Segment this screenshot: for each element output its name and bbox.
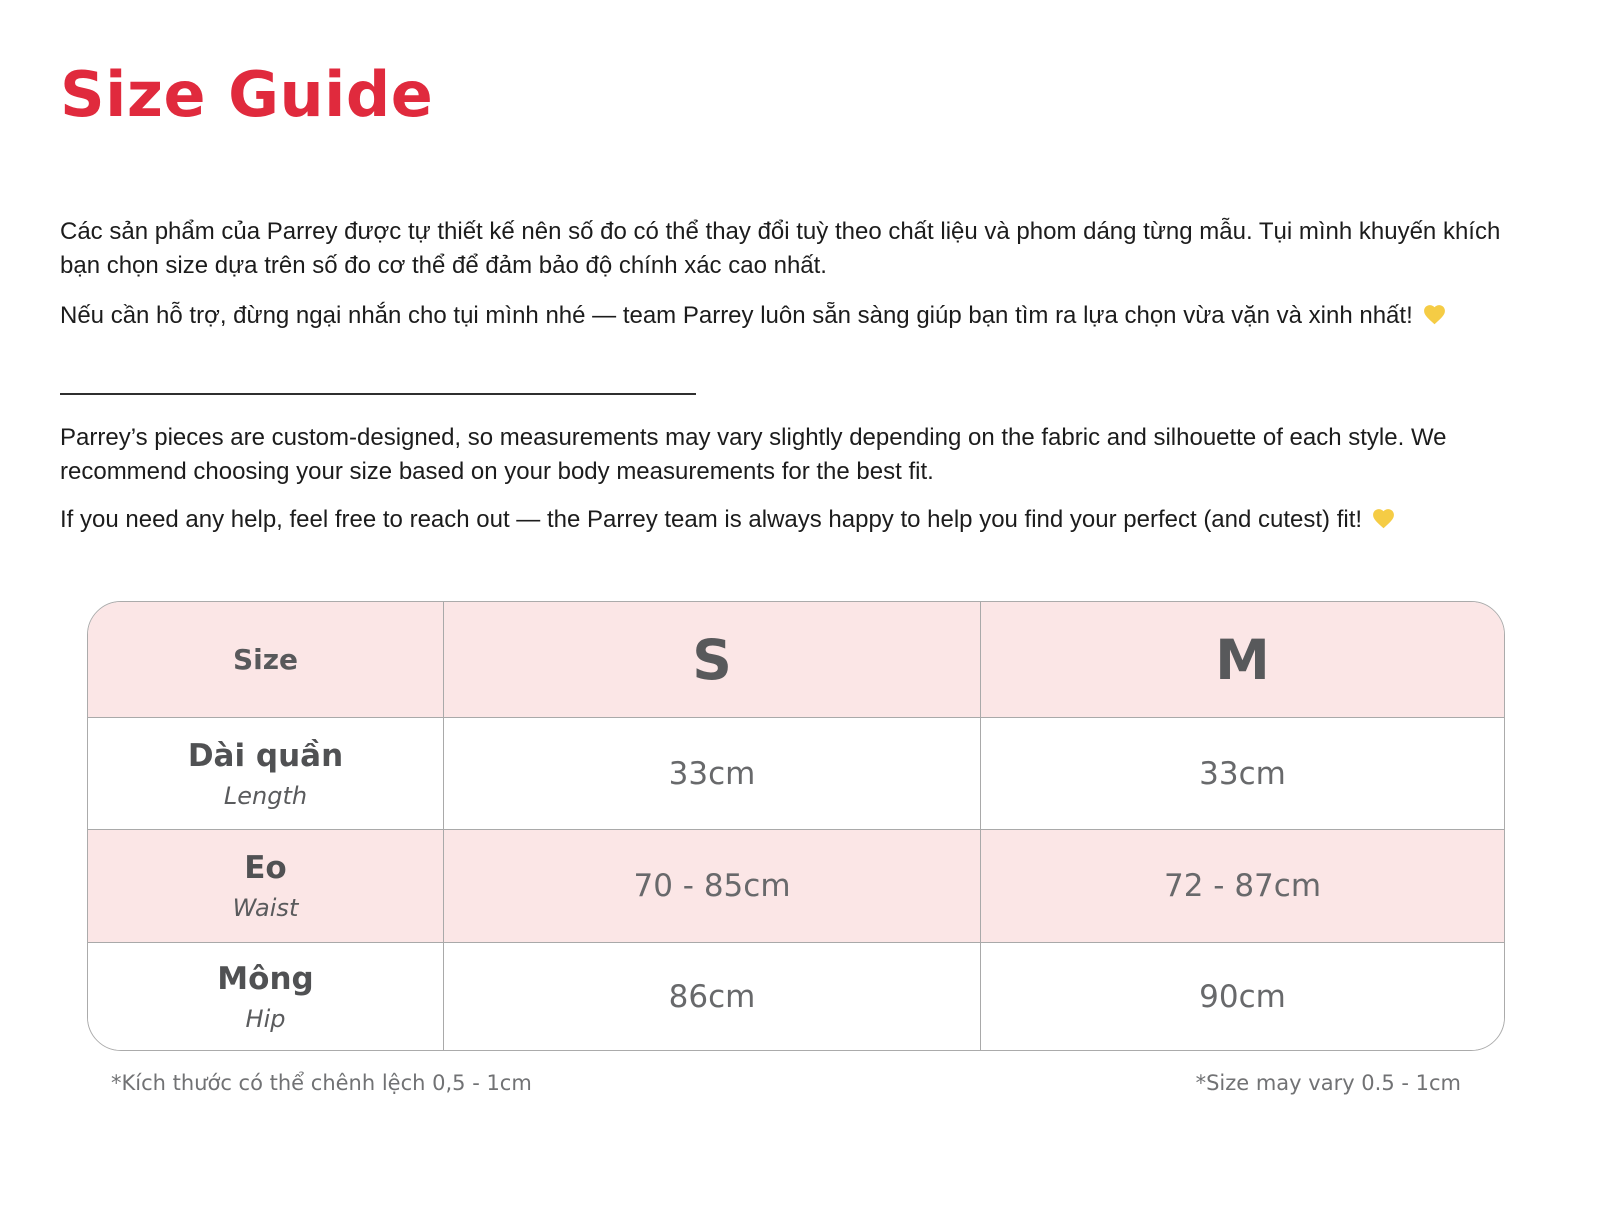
footnote-en: *Size may vary 0.5 - 1cm xyxy=(1195,1071,1461,1096)
cell-value: 33cm xyxy=(668,755,756,792)
table-cell-waist-s xyxy=(444,830,981,943)
yellow-heart-icon xyxy=(1370,506,1397,531)
intro-en-paragraph-2 xyxy=(60,503,1505,537)
page-title: Size Guide xyxy=(60,58,434,131)
row-label-vi: Dài quần xyxy=(187,737,344,774)
row-label-en: Hip xyxy=(245,1004,286,1033)
footnote-vi: *Kích thước có thể chênh lệch 0,5 - 1cm xyxy=(111,1071,532,1096)
intro-vi-paragraph-2 xyxy=(60,299,1505,333)
row-label-en: Waist xyxy=(232,894,299,923)
size-s-header: S xyxy=(692,627,732,692)
row-label-vi: Eo xyxy=(244,850,287,886)
cell-value: 86cm xyxy=(668,978,756,1015)
table-cell-hip-m xyxy=(981,943,1504,1050)
size-table xyxy=(87,601,1505,1051)
size-table-header-m-cell xyxy=(981,602,1504,718)
cell-value: 72 - 87cm xyxy=(1163,868,1322,905)
intro-en-paragraph-1: Parrey’s pieces are custom-designed, so measurements may vary slightly depending on the fabric and silhouette of each style. We recommend choosing your size based on your body measurements for the best fit. xyxy=(60,424,1447,486)
footnotes-row xyxy=(87,1071,1505,1095)
row-label-en: Length xyxy=(223,781,308,810)
table-row-hip-label-cell xyxy=(88,943,444,1050)
table-cell-length-s xyxy=(444,718,981,830)
size-table-header-s-cell xyxy=(444,602,981,718)
table-cell-waist-m xyxy=(981,830,1504,943)
cell-value: 33cm xyxy=(1199,755,1286,792)
intro-vi-paragraph-2-text: Nếu cần hỗ trợ, đừng ngại nhắn cho tụi mình nhé — team Parrey luôn sẵn sàng giúp bạn tìm ra lựa chọn vừa vặn và xinh nhất! xyxy=(60,302,1413,330)
intro-vi-paragraph-1: Các sản phẩm của Parrey được tự thiết kế nên số đo có thể thay đổi tuỳ theo chất liệu và phom dáng từng mẫu. Tụi mình khuyến khích bạn chọn size dựa trên số đo cơ thể để đảm bảo độ chính xác cao nhất. xyxy=(60,218,1501,280)
cell-value: 70 - 85cm xyxy=(633,868,791,905)
table-cell-length-m xyxy=(981,718,1504,830)
intro-en-paragraph-2-text: If you need any help, feel free to reach out — the Parrey team is always happy to help you find your perfect (and cutest) fit! xyxy=(60,506,1363,534)
row-label-vi: Mông xyxy=(217,960,314,997)
size-table-header-label: Size xyxy=(232,643,299,677)
section-divider xyxy=(60,393,696,395)
table-row-waist-label-cell xyxy=(88,830,444,943)
size-table-header-size-cell xyxy=(88,602,444,718)
yellow-heart-icon xyxy=(1421,302,1448,327)
size-m-header: M xyxy=(1215,627,1270,692)
cell-value: 90cm xyxy=(1199,978,1286,1015)
table-row-length-label-cell xyxy=(88,718,444,830)
table-cell-hip-s xyxy=(444,943,981,1050)
